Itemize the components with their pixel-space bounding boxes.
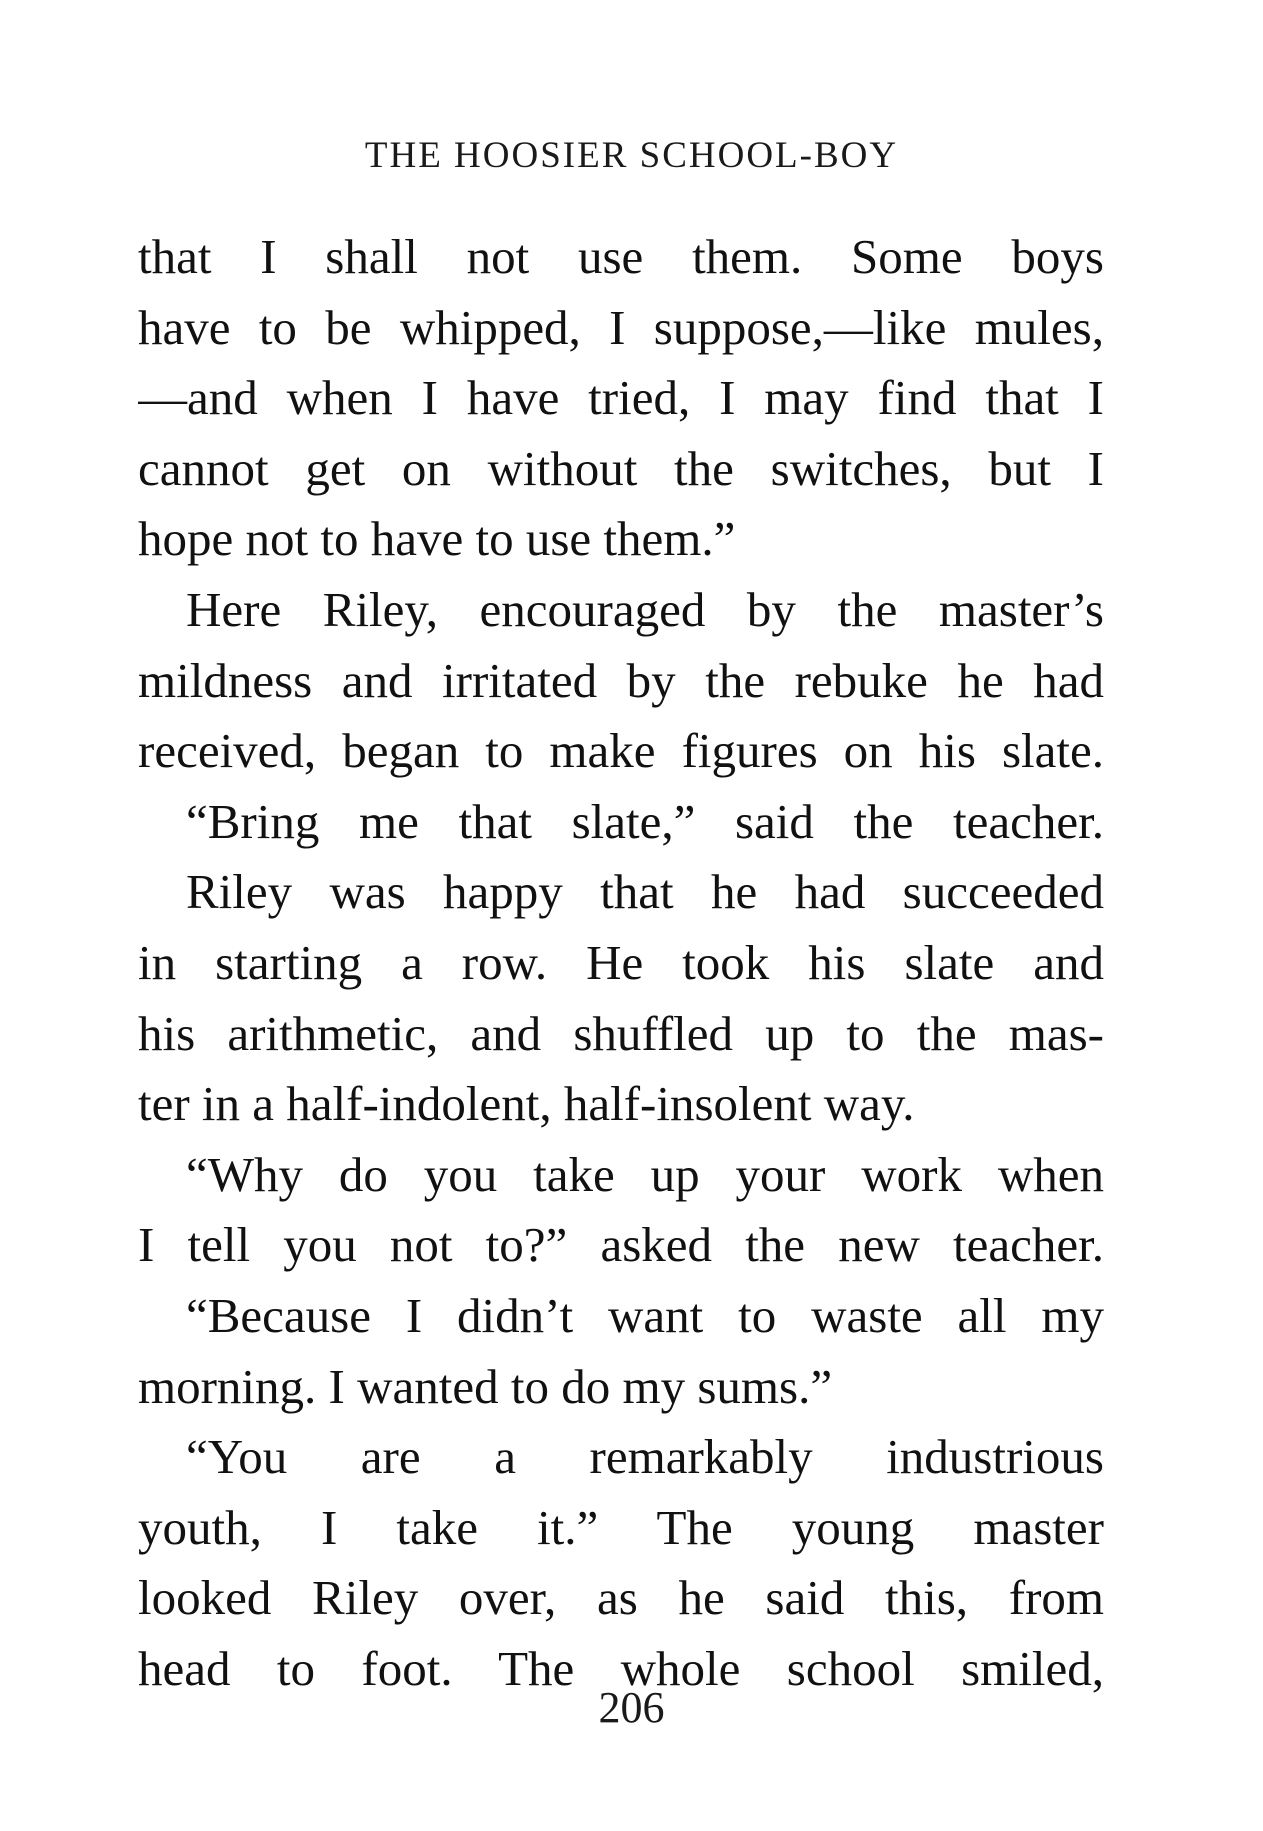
text-line-9: “Bring me that slate,” said the teacher. — [186, 793, 1104, 849]
text-line-16: “Because I didn’t want to waste all my — [186, 1287, 1104, 1343]
text-line-1: that I shall not use them. Some boys — [138, 229, 1104, 284]
body-text — [138, 222, 1104, 1704]
text-line-5: hope not to have to use them.” — [138, 511, 736, 567]
text-line-6: Here Riley, encouraged by the master’s — [186, 581, 1104, 637]
text-line-8: received, began to make figures on his slate. — [138, 723, 1104, 779]
page-number: 206 — [598, 1683, 665, 1732]
running-head: THE HOOSIER SCHOOL-BOY — [364, 135, 899, 176]
text-line-20: looked Riley over, as he said this, from — [138, 1570, 1104, 1626]
text-line-13: ter in a half-indolent, half-insolent way. — [138, 1076, 915, 1132]
text-line-21: head to foot. The whole school smiled, — [138, 1640, 1104, 1696]
text-line-4: cannot get on without the switches, but I — [138, 440, 1104, 496]
text-line-18: “You are a remarkably industrious — [186, 1429, 1104, 1485]
text-line-11: in starting a row. He took his slate and — [138, 934, 1104, 990]
text-line-17: morning. I wanted to do my sums.” — [138, 1358, 833, 1414]
text-line-10: Riley was happy that he had succeeded — [186, 864, 1104, 920]
text-line-15: I tell you not to?” asked the new teacher. — [138, 1217, 1104, 1273]
text-line-19: youth, I take it.” The young master — [138, 1499, 1104, 1555]
text-line-14: “Why do you take up your work when — [186, 1146, 1104, 1202]
text-line-12: his arithmetic, and shuffled up to the mas- — [138, 1005, 1104, 1061]
text-line-3: —and when I have tried, I may find that I — [138, 370, 1104, 426]
text-line-7: mildness and irritated by the rebuke he had — [138, 652, 1104, 708]
text-line-2: have to be whipped, I suppose,—like mules, — [138, 299, 1104, 355]
